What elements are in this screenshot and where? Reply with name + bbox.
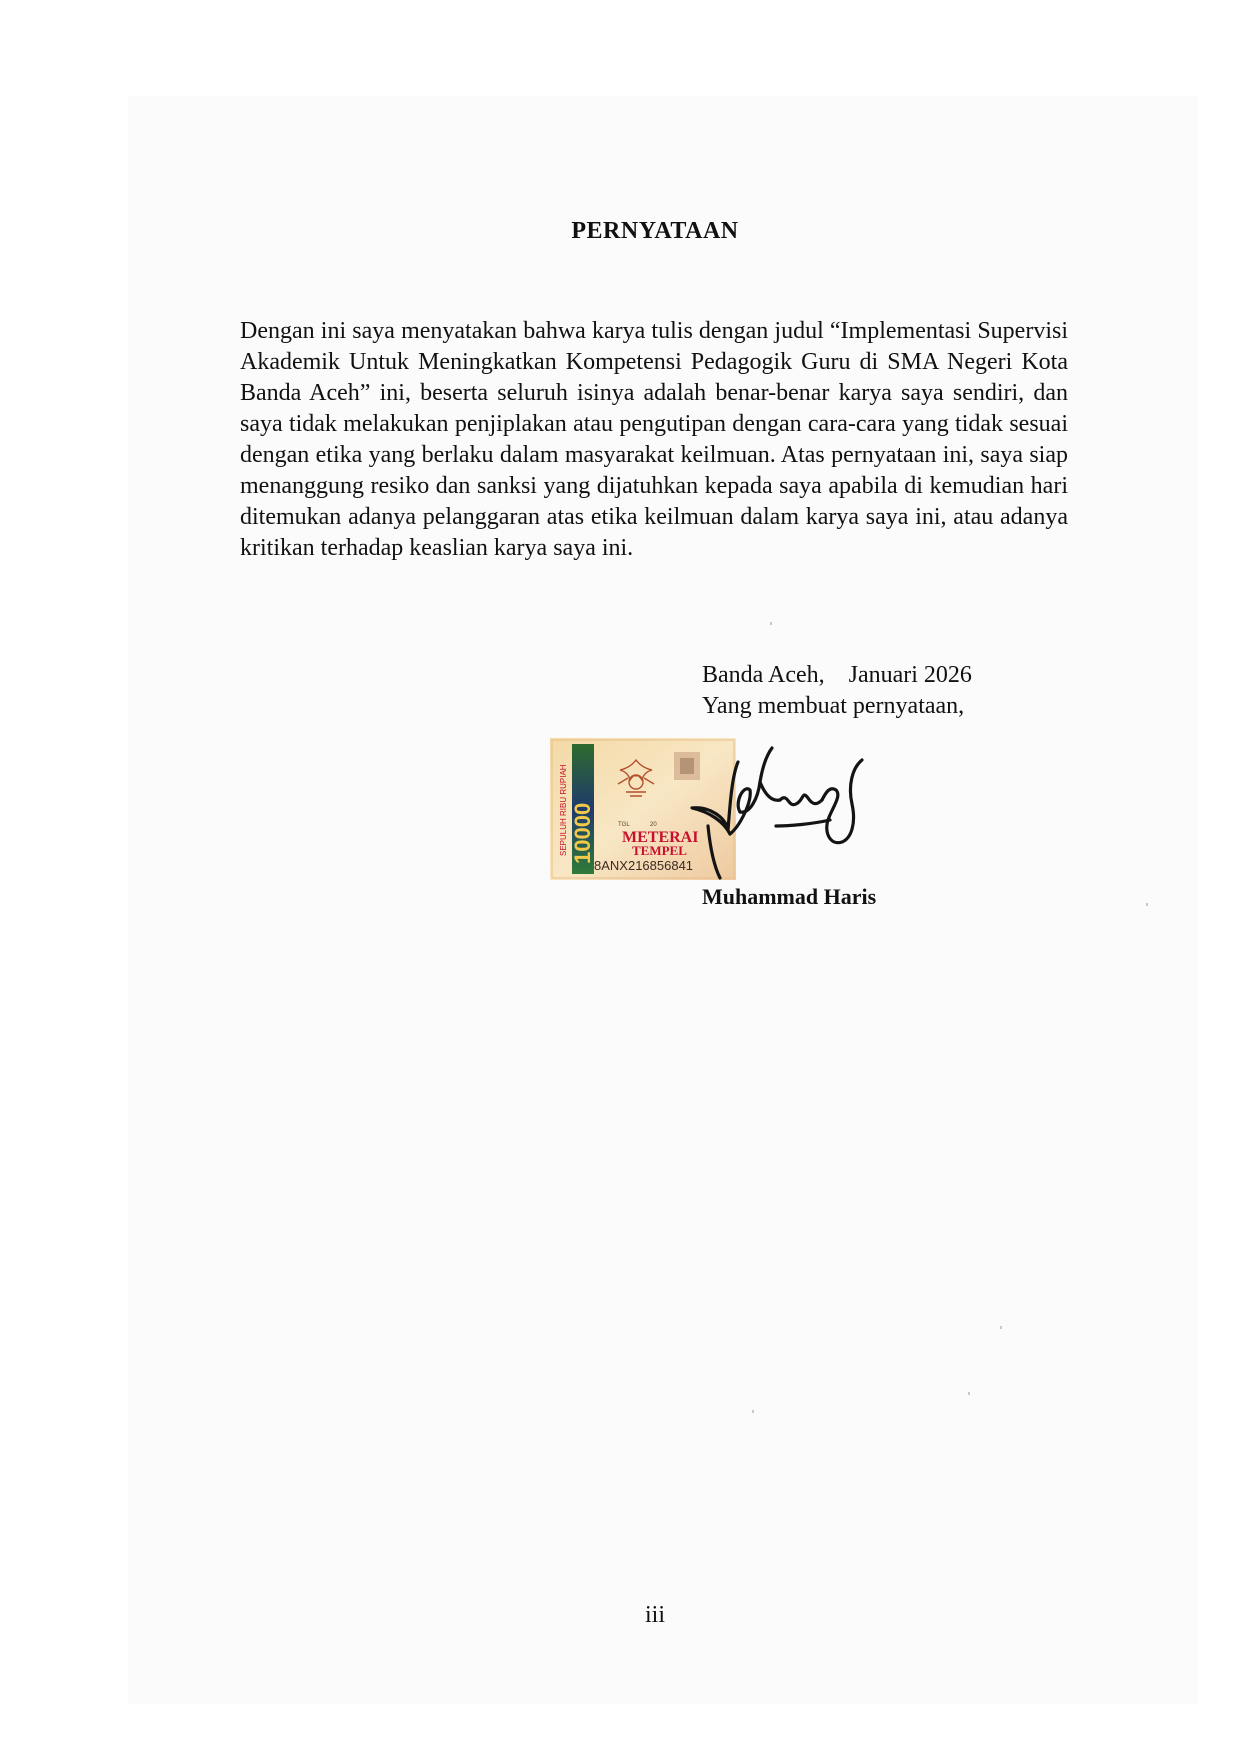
signer-name: Muhammad Haris [702,884,877,909]
stamp-side-text: SEPULUH RIBU RUPIAH [559,764,568,856]
scan-speck [1146,903,1148,906]
stamp-value: 10000 [570,802,595,864]
stamp-tgl-label: TGL [618,822,630,828]
scan-speck [770,622,772,625]
stamp-label-line1: METERAI [622,829,699,846]
document-title: PERNYATAAN [571,218,739,244]
stamp-serial: 8ANX216856841 [594,858,694,873]
scan-speck [752,1410,754,1413]
place-date: Banda Aceh, Januari 2026 [702,662,972,688]
scan-speck [1000,1326,1002,1329]
handwritten-signature [680,742,880,882]
page-number: iii [644,1602,665,1628]
stamp-tgl-number: 20 [650,822,657,828]
maker-label: Yang membuat pernyataan, [702,693,965,719]
statement-paragraph: Dengan ini saya menyatakan bahwa karya tulis dengan judul “Implementasi Supervisi Akademik Untuk Meningkatkan Kompetensi Pedagogik Guru di SMA Negeri Kota Banda Aceh” ini, beserta seluruh isinya adalah benar-benar karya saya sendiri, dan saya tidak melakukan penjiplakan atau pengutipan dengan cara-cara yang tidak sesuai dengan etika yang berlaku dalam masyarakat keilmuan. Atas pernyataan ini, saya siap menanggung resiko dan sanksi yang dijatuhkan kepada saya apabila di kemudian hari ditemukan adanya pelanggaran atas etika keilmuan dalam karya saya ini, atau adanya kritikan terhadap keaslian karya saya ini. [240,318,1068,561]
scan-speck [968,1392,970,1395]
stamp-label-line2: TEMPEL [632,843,687,858]
